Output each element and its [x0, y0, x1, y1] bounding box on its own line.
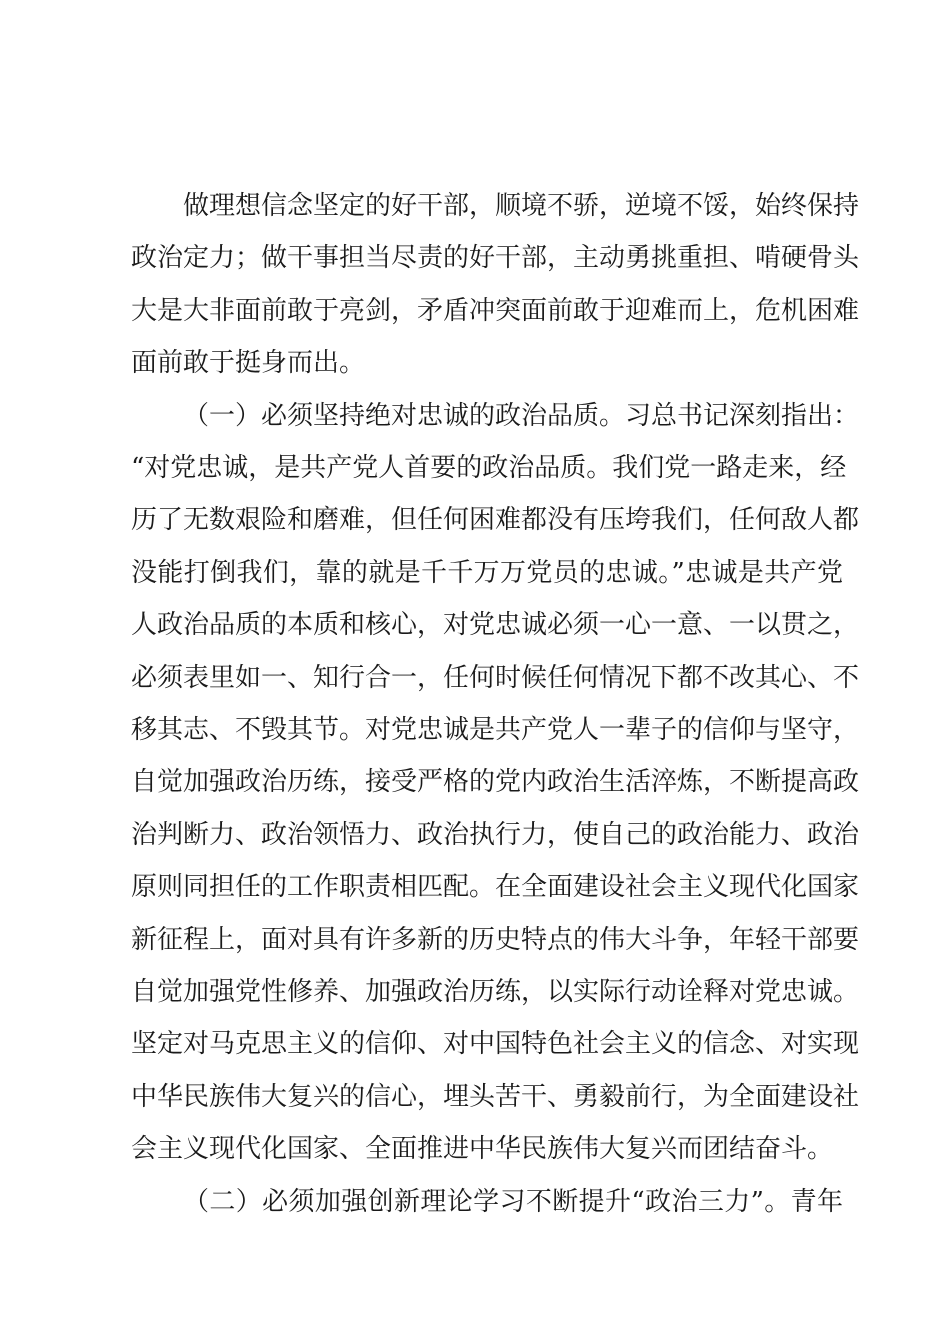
- text-line: 人政治品质的本质和核心，对党忠诚必须一心一意、一以贯之，: [131, 610, 860, 641]
- text-line: 原则同担任的工作职责相匹配。在全面建设社会主义现代化国家: [131, 872, 860, 903]
- text-line: 自觉加强党性修养、加强政治历练，以实际行动诠释对党忠诚。: [131, 976, 860, 1007]
- text-line: 做理想信念坚定的好干部，顺境不骄，逆境不馁，始终保持: [183, 191, 860, 221]
- text-line: 坚定对马克思主义的信仰、对中国特色社会主义的信念、对实现: [131, 1029, 860, 1060]
- paragraph-intro: [131, 180, 860, 390]
- text-line: 必须表里如一、知行合一，任何时候任何情况下都不改其心、不: [131, 662, 860, 693]
- text-line: 没能打倒我们，靠的就是千千万万党员的忠诚。”忠诚是共产党: [131, 557, 843, 588]
- text-line: 政治定力；做干事担当尽责的好干部，主动勇挑重担、啃硬骨头: [131, 243, 860, 274]
- paragraph-section-2: [131, 1176, 843, 1228]
- text-line: 大是大非面前敢于亮剑，矛盾冲突面前敢于迎难而上，危机困难: [131, 295, 860, 326]
- text-line: 移其志、不毁其节。对党忠诚是共产党人一辈子的信仰与坚守，: [131, 714, 860, 745]
- text-line: 面前敢于挺身而出。: [131, 348, 366, 379]
- text-line: “对党忠诚，是共产党人首要的政治品质。我们党一路走来，经: [131, 452, 847, 483]
- section-heading-line: （二）必须加强创新理论学习不断提升“政治三力”。青年: [183, 1186, 843, 1217]
- text-line: 会主义现代化国家、全面推进中华民族伟大复兴而团结奋斗。: [131, 1134, 834, 1165]
- text-line: 新征程上，面对具有许多新的历史特点的伟大斗争，年轻干部要: [131, 924, 860, 955]
- section-heading-line: （一）必须坚持绝对忠诚的政治品质。习总书记深刻指出：: [183, 400, 860, 431]
- text-line: 治判断力、政治领悟力、政治执行力，使自己的政治能力、政治: [131, 819, 860, 850]
- paragraph-section-1: [131, 390, 860, 1176]
- text-line: 历了无数艰险和磨难，但任何困难都没有压垮我们，任何敌人都: [131, 505, 860, 536]
- text-line: 中华民族伟大复兴的信心，埋头苦干、勇毅前行，为全面建设社: [131, 1081, 860, 1112]
- text-line: 自觉加强政治历练，接受严格的党内政治生活淬炼，不断提高政: [131, 767, 860, 798]
